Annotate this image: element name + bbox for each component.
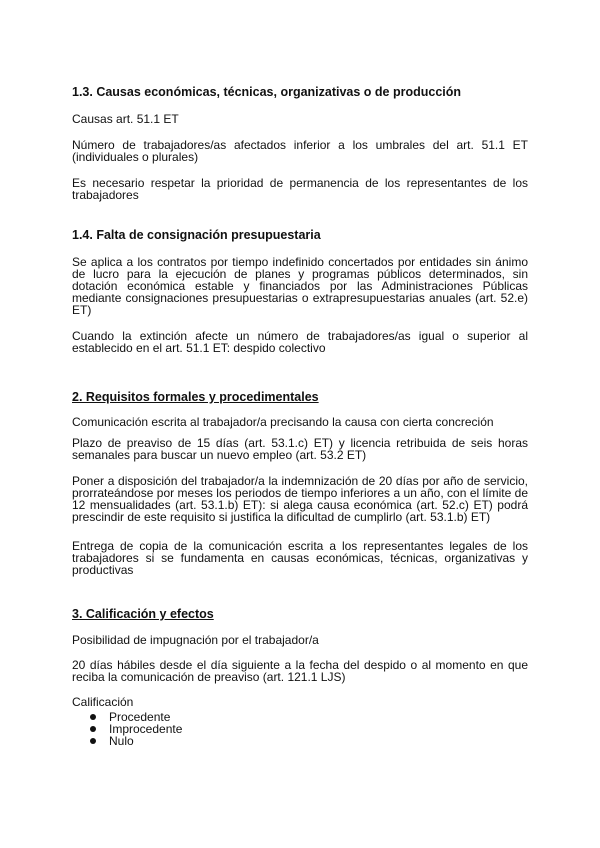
heading-3: 3. Calificación y efectos	[72, 607, 214, 621]
paragraph: Entrega de copia de la comunicación escrita a los representantes legales de los trabajadores si se fundamenta en causas económicas, técnicas, organizativas y productivas	[72, 539, 528, 577]
heading-1-4: 1.4. Falta de consignación presupuestaria	[72, 228, 321, 242]
paragraph: Causas art. 51.1 ET	[72, 112, 179, 126]
calificacion-list	[90, 711, 182, 747]
paragraph: Cuando la extinción afecte un número de trabajadores/as igual o superior al establecido en el art. 51.1 ET: despido colectivo	[72, 329, 528, 355]
paragraph: Posibilidad de impugnación por el trabajador/a	[72, 633, 319, 647]
heading-1-3: 1.3. Causas económicas, técnicas, organizativas o de producción	[72, 85, 462, 99]
list-item-label: Nulo	[109, 734, 134, 748]
list-item	[90, 735, 182, 747]
paragraph: Plazo de preaviso de 15 días (art. 53.1.c) ET) y licencia retribuida de seis horas semanales para buscar un nuevo empleo (art. 53.2 ET)	[72, 436, 528, 462]
paragraph: Se aplica a los contratos por tiempo indefinido concertados por entidades sin ánimo de lucro para la ejecución de planes y programas públicos determinados, sin dotación económica estable y financiados por las Administraciones Públicas mediante consignaciones presupuestarias o extrapresupuestarias anuales (art. 52.e) ET)	[72, 255, 528, 317]
paragraph: Comunicación escrita al trabajador/a precisando la causa con cierta concreción	[72, 415, 494, 429]
list-item-label: Improcedente	[109, 722, 183, 736]
bullet-icon	[90, 738, 96, 744]
bullet-icon	[90, 726, 96, 732]
heading-2: 2. Requisitos formales y procedimentales	[72, 390, 319, 404]
bullet-icon	[90, 714, 96, 720]
list-item	[90, 723, 182, 735]
paragraph: Es necesario respetar la prioridad de permanencia de los representantes de los trabajadores	[72, 176, 528, 202]
list-item-label: Procedente	[109, 710, 171, 724]
list-title: Calificación	[72, 695, 134, 709]
paragraph: Poner a disposición del trabajador/a la indemnización de 20 días por año de servicio, prorrateándose por meses los periodos de tiempo inferiores a un año, con el límite de 12 mensualidades (art. 53.1.b) ET): si alega causa económica (art. 52.c) ET) podrá prescindir de este requisito si justifica la dificultad de cumplirlo (art. 53.1.b) ET)	[72, 474, 528, 524]
paragraph: 20 días hábiles desde el día siguiente a la fecha del despido o al momento en que reciba la comunicación de preaviso (art. 121.1 LJS)	[72, 658, 528, 684]
paragraph: Número de trabajadores/as afectados inferior a los umbrales del art. 51.1 ET (individuales o plurales)	[72, 138, 528, 164]
